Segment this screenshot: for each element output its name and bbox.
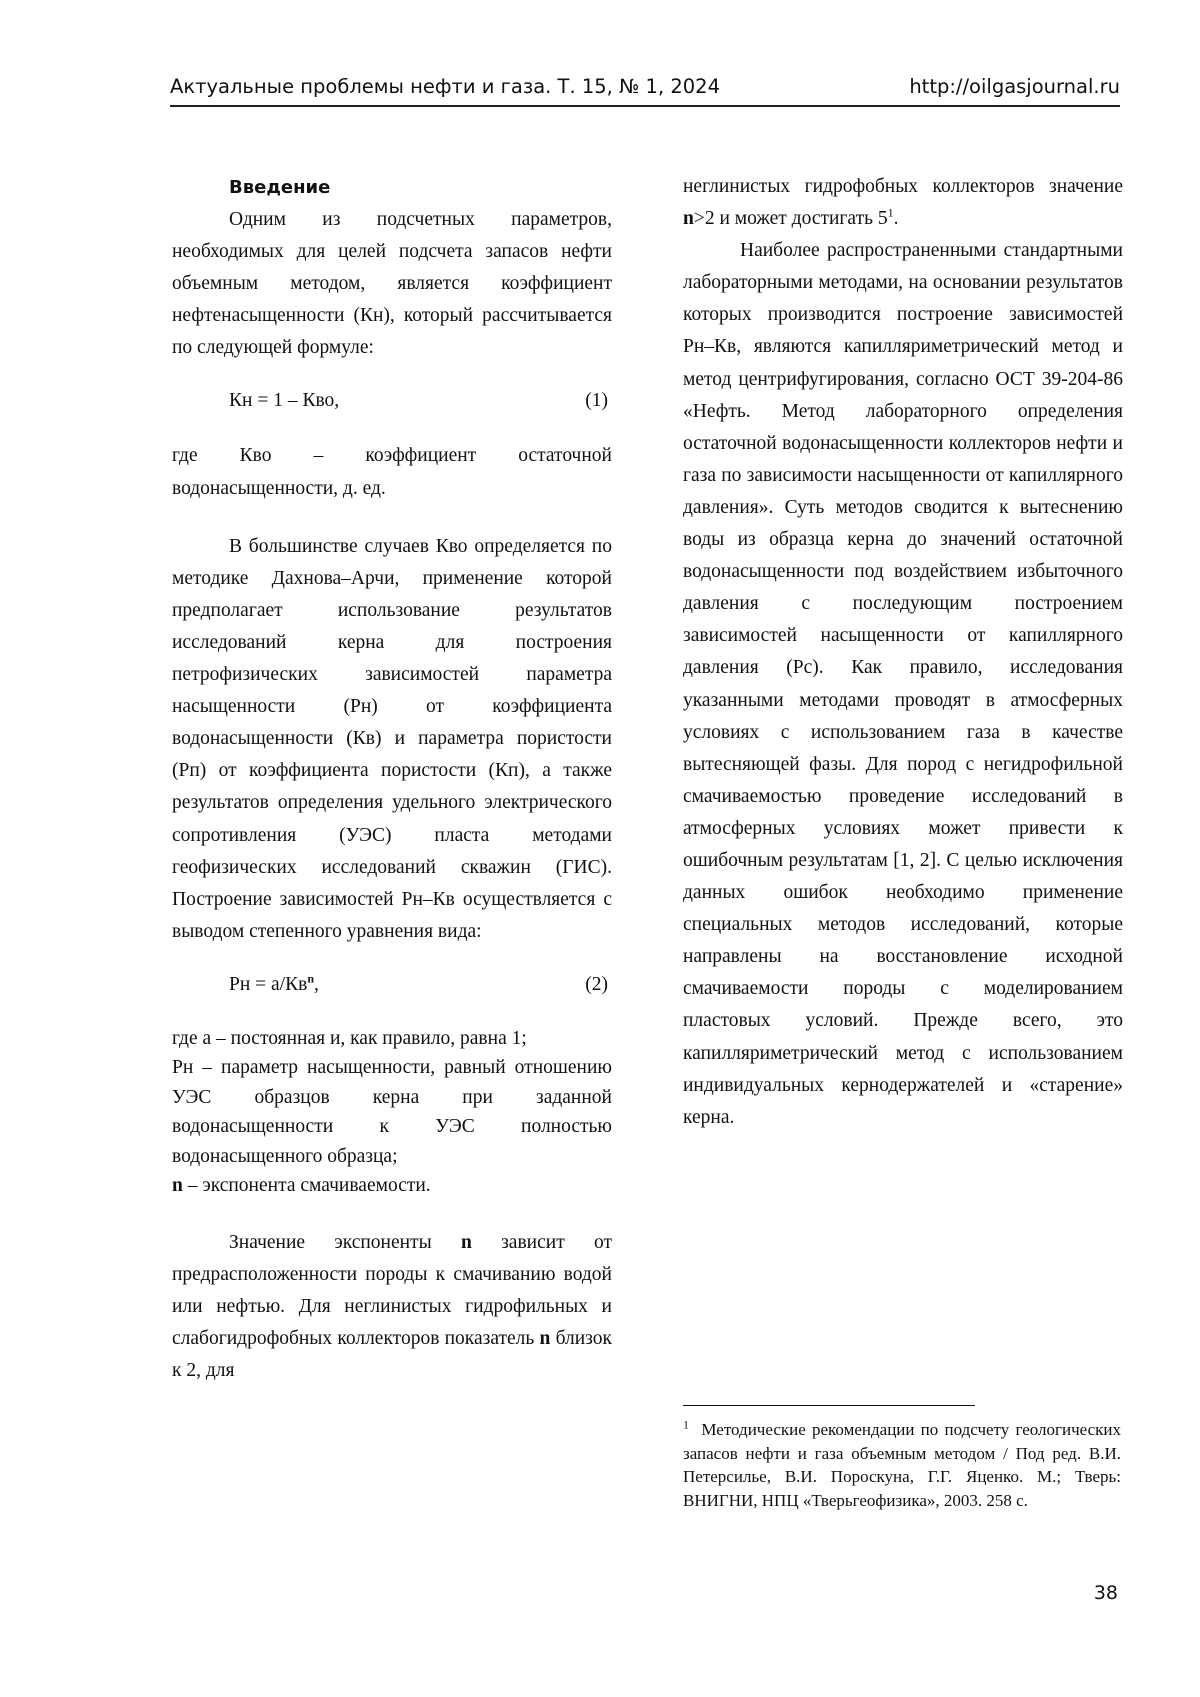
formula-2-definitions bbox=[172, 1024, 612, 1201]
running-header bbox=[170, 75, 1120, 107]
methods-paragraph: Наиболее распространенными стандартными лабораторными методами, на основании результатов которых производится построение зависимостей Рн–Кв, являются капилляриметрический метод и метод центрифугирования, согласно ОСТ 39-204-86 «Нефть. Метод лабораторного определения остаточной водонасыщенности коллекторов нефти и газа по зависимости насыщенности от капиллярного давления». Суть методов сводится к вытеснению воды из образца керна до значений остаточной водонасыщенности под воздействием избыточного давления с последующим построением зависимостей насыщенности от капиллярного давления (Рс). Как правило, исследования указанными методами проводят в атмосферных условиях с использованием газа в качестве вытесняющей фазы. Для пород с негидрофильной смачиваемостью проведение исследований в атмосферных условиях может привести к ошибочным результатам [1, 2]. С целью исключения данных ошибок необходимо применение специальных методов исследований, которые направлены на восстановление исходной смачиваемости породы с моделированием пластовых условий. Прежде всего, это капилляриметрический метод с использованием индивидуальных кернодержателей и «старение» керна. bbox=[683, 240, 1123, 1128]
formula-2 bbox=[172, 969, 612, 1001]
footnote-reference: 1 bbox=[887, 205, 894, 220]
left-column bbox=[172, 172, 612, 1387]
archie-paragraph: В большинстве случаев Кво определяется по методике Дахнова–Арчи, применение которой предполагает использование результатов исследований керна для построения петрофизических зависимостей параметра насыщенности (Рн) от коэффициента водонасыщенности (Кв) и параметра пористости (Рп) от коэффициента пористости (Кп), а также результатов определения удельного электрического сопротивления (УЭС) пласта методами геофизических исследований скважин (ГИС). Построение зависимостей Рн–Кв осуществляется с выводом степенного уравнения вида: bbox=[172, 535, 612, 942]
footnote-separator bbox=[683, 1405, 975, 1406]
page-number: 38 bbox=[1093, 1582, 1118, 1604]
footnote-mark: 1 bbox=[683, 1417, 689, 1432]
definition-rn: Рн – параметр насыщенности, равный отношению УЭС образцов керна при заданной водонасыщенности к УЭС полностью водонасыщенного образца; bbox=[172, 1057, 612, 1167]
footnote bbox=[683, 1418, 1121, 1512]
section-heading: Введение bbox=[229, 177, 331, 198]
formula-1 bbox=[172, 385, 612, 417]
definition-n: n – экспонента смачиваемости. bbox=[172, 1175, 431, 1197]
intro-paragraph: Одним из подсчетных параметров, необходимых для целей подсчета запасов нефти объемным методом, является коэффициент нефтенасыщенности (Кн), который рассчитывается по следующей формуле: bbox=[172, 209, 612, 359]
right-column bbox=[683, 171, 1123, 1134]
formula-2-number: (2) bbox=[585, 973, 608, 995]
exponent-paragraph-continued: неглинистых гидрофобных коллекторов значение n>2 и может достигать $5^1$. bbox=[683, 176, 1123, 230]
footnote-text: Методические рекомендации по подсчету геологических запасов нефти и газа объемным методом / Под ред. В.И. Петерсилье, В.И. Пороскуна, Г.Г. Яценко. М.; Тверь: ВНИГНИ, НПЦ «Тверьгеофизика», 2003. 258 с. bbox=[683, 1420, 1121, 1510]
exponent-paragraph: Значение экспоненты n зависит от предрасположенности породы к смачиванию водой или нефтью. Для неглинистых гидрофильных и слабогидрофобных коллекторов показатель n близок к 2, для bbox=[172, 1231, 612, 1382]
formula-1-expression: Кн = 1 – Кво, bbox=[229, 390, 340, 412]
journal-title: Актуальные проблемы нефти и газа. Т. 15, № 1, 2024 bbox=[170, 75, 720, 98]
formula-1-number: (1) bbox=[585, 390, 608, 412]
formula-2-expression: Рн = $a/Кв^n$, bbox=[229, 971, 319, 995]
definition-a: где a – постоянная и, как правило, равна 1; bbox=[172, 1027, 527, 1049]
formula-1-definition: где Кво – коэффициент остаточной водонасыщенности, д. ед. bbox=[172, 445, 612, 499]
journal-url: http://oilgasjournal.ru bbox=[909, 75, 1120, 98]
